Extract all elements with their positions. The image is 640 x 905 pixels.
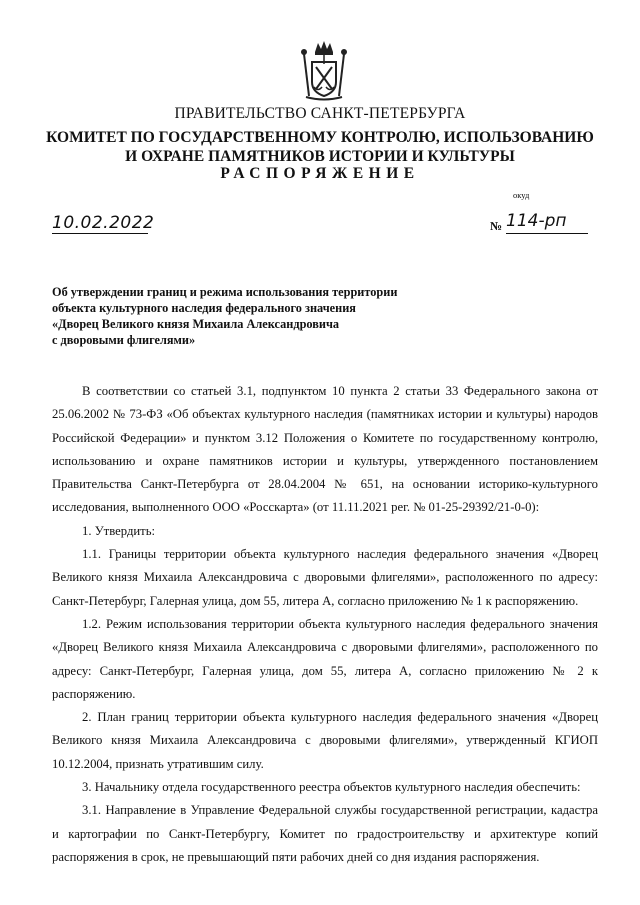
body-paragraph: 3.1. Направление в Управление Федеральной службы государственной регистрации, кадастра и картографии по Санкт-Петербургу, Комитет по градостроительству и архитектуре копий распоряжения в срок, не превышающий пяти рабочих дней со дня издания распоряжения. xyxy=(52,803,598,864)
subject-line: «Дворец Великого князя Михаила Александровича xyxy=(52,317,340,331)
subject-line: объекта культурного наследия федерального значения xyxy=(52,301,356,315)
body-paragraph: 1.2. Режим использования территории объекта культурного наследия федерального значения «Дворец Великого князя Михаила Александровича с дворовыми флигелями», расположенного по адресу: Санкт-Петербург, Галерная улица, дом 55, литера А, согласно приложению № 2 к распоряжению. xyxy=(52,616,598,701)
number-label: № xyxy=(490,219,503,233)
body-paragraph: 1. Утвердить: xyxy=(82,523,156,538)
document-type: РАСПОРЯЖЕНИЕ xyxy=(220,165,420,182)
body-paragraph: 1.1. Границы территории объекта культурного наследия федерального значения «Дворец Великого князя Михаила Александровича с дворовыми флигелями», расположенного по адресу: Санкт-Петербург, Галерная улица, дом 55, литера А, согласно приложению № 1 к распоряжению. xyxy=(52,547,598,608)
subject-line: с дворовыми флигелями» xyxy=(52,333,196,347)
okud-label: окуд xyxy=(513,190,530,200)
committee-title-line: КОМИТЕТ ПО ГОСУДАРСТВЕННОМУ КОНТРОЛЮ, ИСПОЛЬЗОВАНИЮ xyxy=(46,129,594,146)
committee-title xyxy=(40,128,600,166)
spb-coat-of-arms-icon xyxy=(298,40,350,102)
document-number: 114-рп xyxy=(506,211,567,231)
document-body xyxy=(52,380,598,869)
body-paragraph: 3. Начальнику отдела государственного реестра объектов культурного наследия обеспечить: xyxy=(82,780,581,795)
subject-line: Об утверждении границ и режима использования территории xyxy=(52,285,398,299)
document-date: 10.02.2022 xyxy=(52,213,155,233)
committee-title-line: И ОХРАНЕ ПАМЯТНИКОВ ИСТОРИИ И КУЛЬТУРЫ xyxy=(125,148,515,165)
date-underline xyxy=(52,233,148,234)
number-underline xyxy=(506,233,588,234)
body-paragraph: В соответствии со статьей 3.1, подпунктом 10 пункта 2 статьи 33 Федерального закона от 25.06.2002 № 73-ФЗ «Об объектах культурного наследия (памятниках истории и культуры) народов Российской Федерации» и пунктом 3.12 Положения о Комитете по государственному контролю, использованию и охране памятников истории и культуры, утвержденного постановлением Правительства Санкт-Петербурга от 28.04.2004 № 651, на основании историко-культурного исследования, выполненного ООО «Росскарта» (от 11.11.2021 рег. № 01-25-29392/21-0-0): xyxy=(52,384,598,515)
government-title: ПРАВИТЕЛЬСТВО САНКТ-ПЕТЕРБУРГА xyxy=(174,105,466,122)
body-paragraph: 2. План границ территории объекта культурного наследия федерального значения «Дворец Великого князя Михаила Александровича с дворовыми флигелями», утвержденный КГИОП 10.12.2004, признать утратившим силу. xyxy=(52,710,598,771)
document-subject xyxy=(52,284,452,348)
